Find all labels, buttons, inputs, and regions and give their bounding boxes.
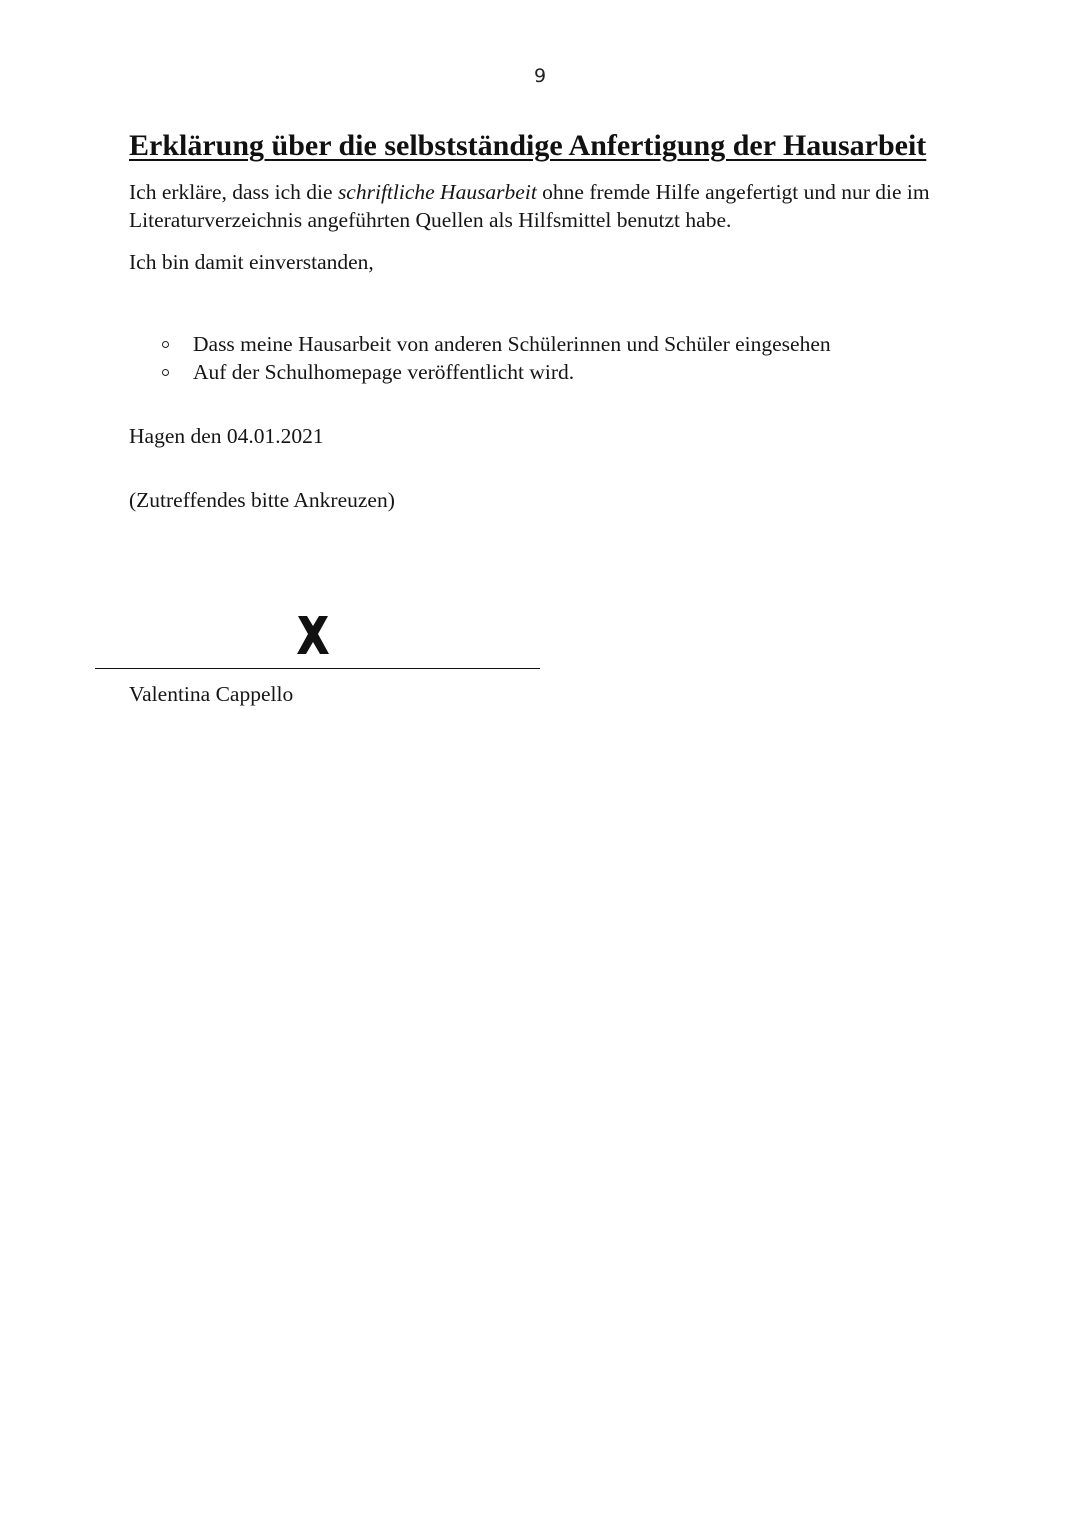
consent-option-label: Dass meine Hausarbeit von anderen Schülerinnen und Schüler eingesehen — [193, 332, 831, 356]
declaration-paragraph — [129, 178, 949, 234]
consent-option-label: Auf der Schulhomepage veröffentlicht wird. — [193, 360, 575, 384]
consent-option-homepage — [160, 358, 831, 386]
signature-line — [95, 668, 540, 669]
consent-option-view — [160, 330, 831, 358]
signer-name: Valentina Cappello — [129, 682, 294, 706]
declaration-emphasis: schriftliche Hausarbeit — [337, 180, 537, 204]
consent-options — [160, 330, 831, 386]
declaration-title: Erklärung über die selbstständige Anfertigung der Hausarbeit — [129, 129, 927, 162]
consent-intro: Ich bin damit einverstanden, — [129, 250, 374, 274]
instruction-note: (Zutreffendes bitte Ankreuzen) — [129, 488, 395, 512]
declaration-text-before: Ich erkläre, dass ich die — [129, 180, 338, 204]
page-number: 9 — [533, 65, 547, 87]
circle-bullet-icon — [162, 369, 169, 376]
place-date: Hagen den 04.01.2021 — [129, 424, 324, 448]
declaration-text-after: ohne fremde Hilfe angefertigt und nur die im Literaturverzeichnis angeführten Quellen als Hilfsmittel benutzt habe. — [129, 180, 930, 232]
cross-mark-icon — [293, 614, 333, 656]
circle-bullet-icon — [162, 341, 169, 348]
